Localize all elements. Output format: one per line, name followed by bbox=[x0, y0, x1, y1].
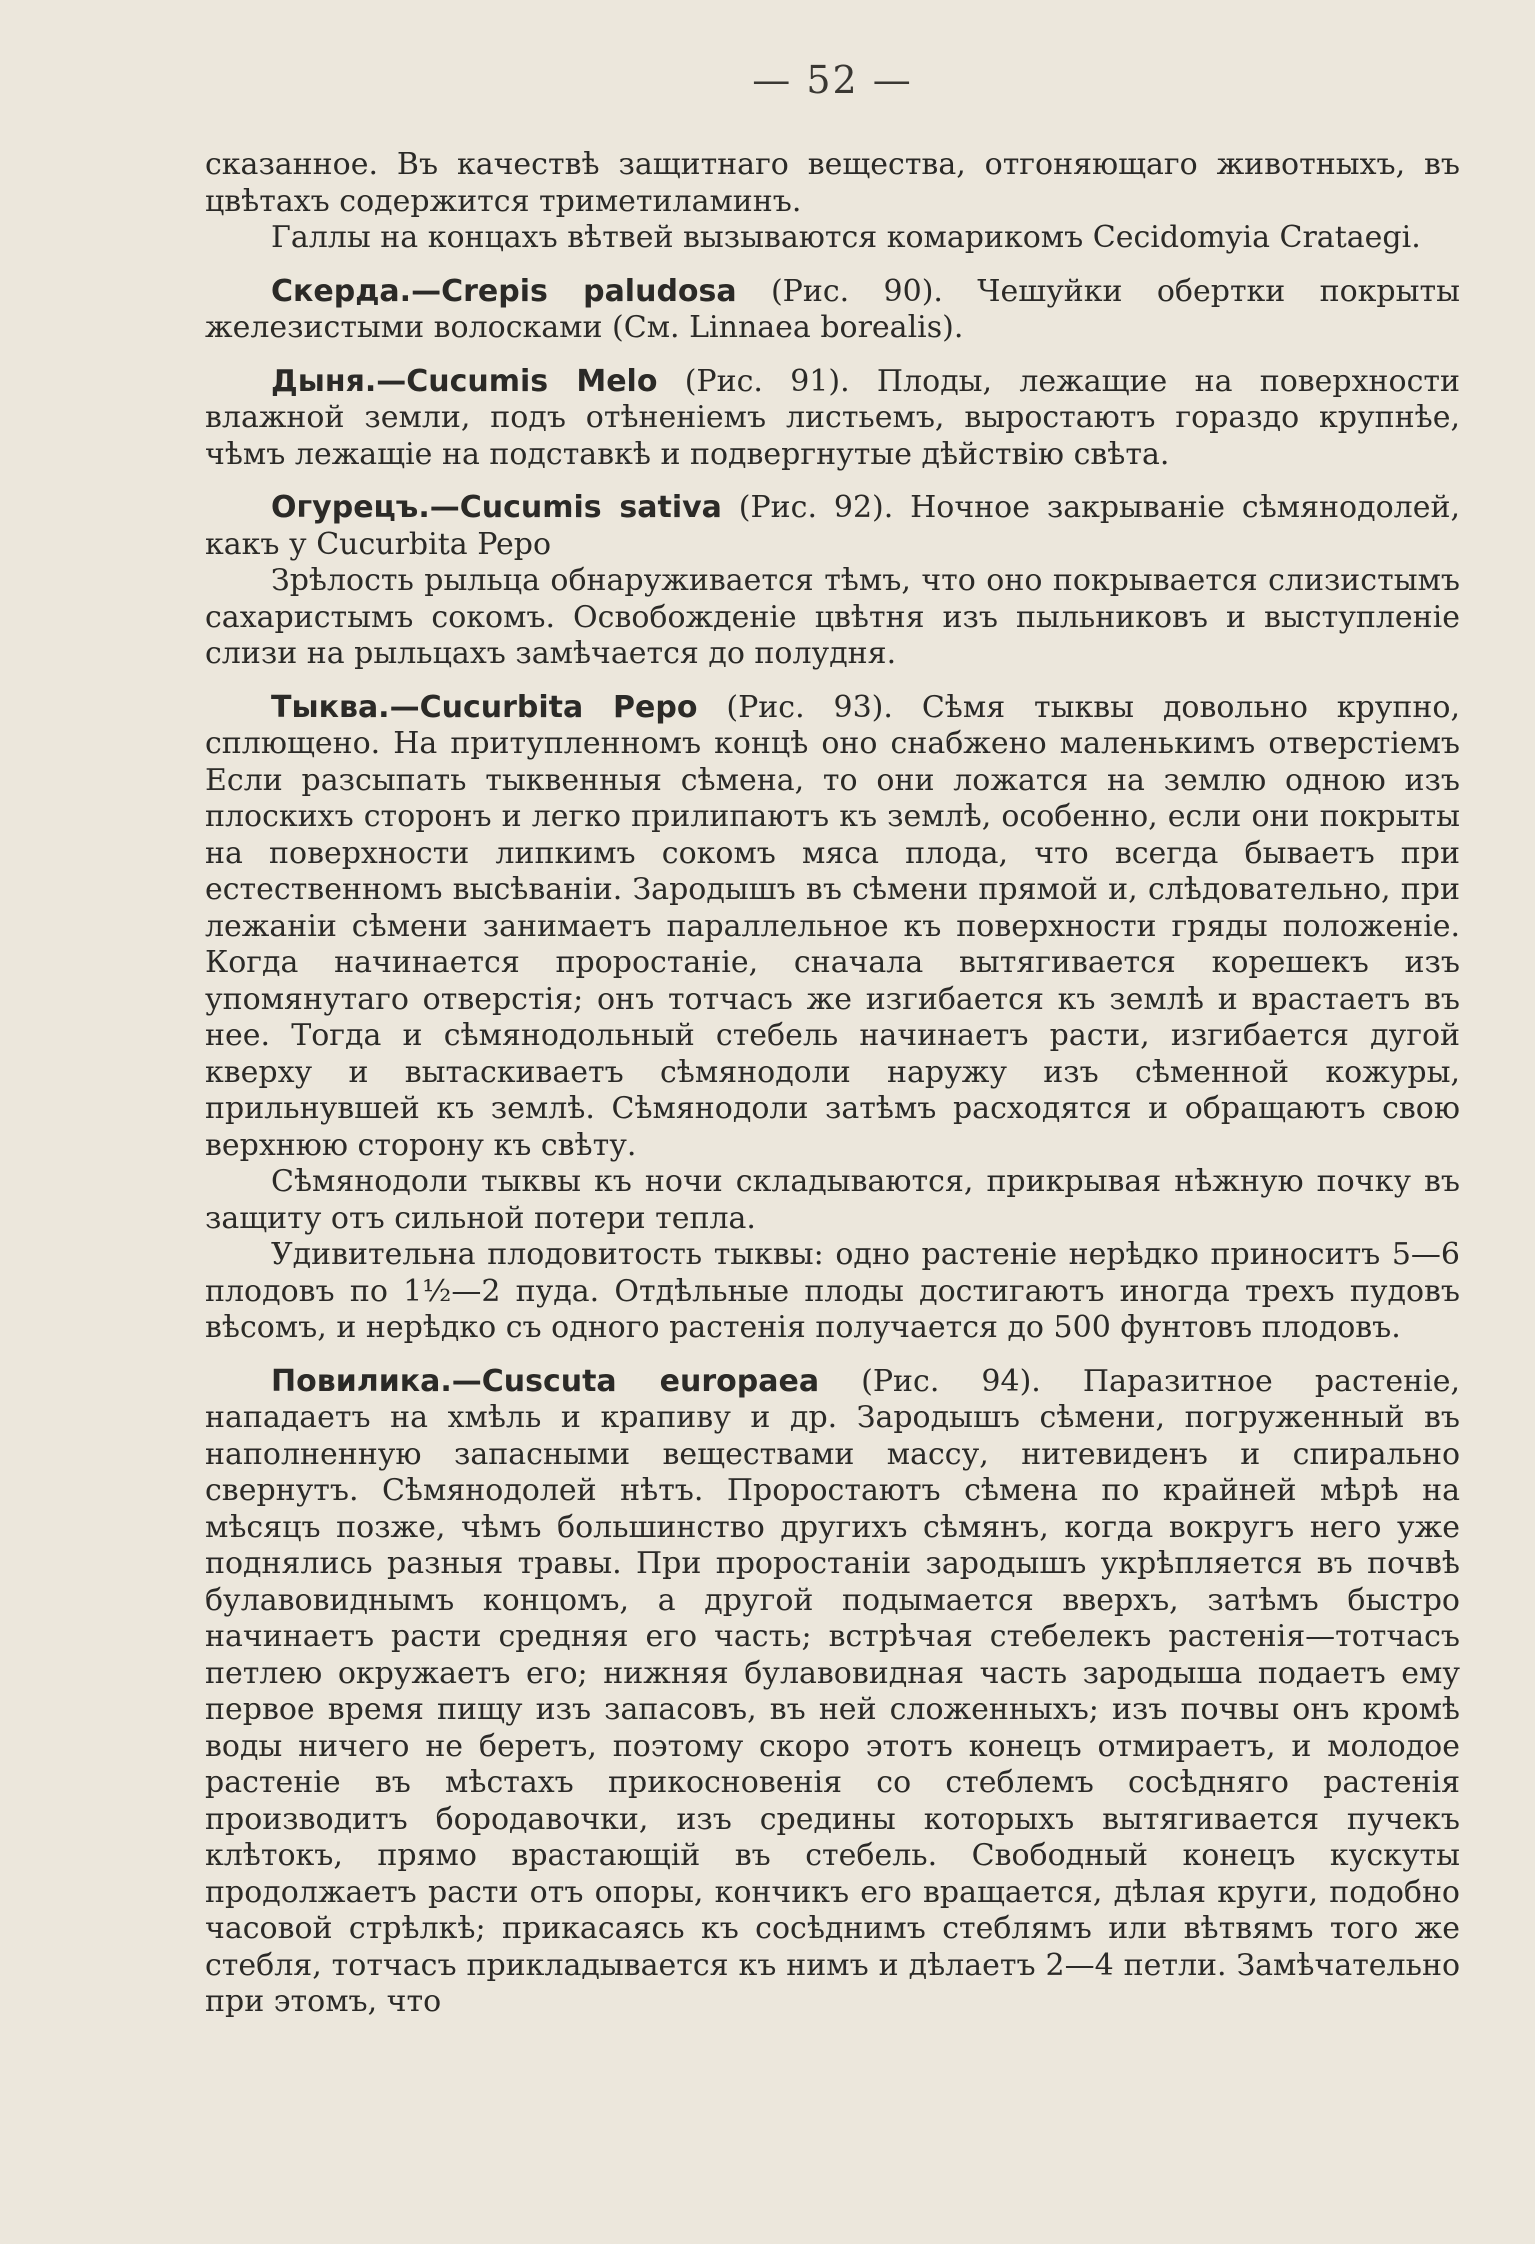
paragraph-text: Сѣмянодоли тыквы къ ночи складываются, прикрывая нѣжную почку въ защиту отъ сильной потери тепла. bbox=[205, 1164, 1460, 1236]
paragraph-p9 bbox=[205, 1237, 1460, 1347]
paragraph-text: (Рис. 93). Сѣмя тыквы довольно крупно, сплющено. На притупленномъ концѣ оно снабжено маленькимъ отверстіемъ Если разсыпать тыквенныя сѣмена, то они ложатся на землю одною изъ плоскихъ сторонъ и легко прилипаютъ къ землѣ, особенно, если они покрыты на поверхности липкимъ сокомъ мяса плода, что всегда бываетъ при естественномъ высѣваніи. Зародышъ въ сѣмени прямой и, слѣдовательно, при лежаніи сѣмени занимаетъ параллельное къ поверхности гряды положеніе. Когда начинается проростаніе, сначала вытягивается корешекъ изъ упомянутаго отверстія; онъ тотчасъ же изгибается къ землѣ и врастаетъ въ нее. Тогда и сѣмянодольный стебель начинаетъ расти, изгибается дугой кверху и вытаскиваетъ сѣмянодоли наружу изъ сѣменной кожуры, прильнувшей къ землѣ. Сѣмянодоли затѣмъ расходятся и обращаютъ свою верхнюю сторону къ свѣту. bbox=[205, 689, 1460, 1163]
paragraph-p6 bbox=[205, 563, 1460, 673]
page-body bbox=[205, 147, 1460, 2021]
paragraph-p7 bbox=[205, 690, 1460, 1165]
paragraph-text: (Рис. 94). Паразитное растеніе, нападаетъ на хмѣль и крапиву и др. Зародышъ сѣмени, погруженный въ наполненную запасными веществами массу, нитевиденъ и спирально свернутъ. Сѣмянодолей нѣтъ. Проростаютъ сѣмена по крайней мѣрѣ на мѣсяцъ позже, чѣмъ большинство другихъ сѣмянъ, когда вокругъ него уже поднялись разныя травы. При проростаніи зародышъ укрѣпляется въ почвѣ булавовиднымъ концомъ, а другой подымается вверхъ, затѣмъ быстро начинаетъ расти средняя его часть; встрѣчая стебелекъ растенія—тотчасъ петлею окружаетъ его; нижняя булавовидная часть зародыша подаетъ ему первое время пищу изъ запасовъ, въ ней сложенныхъ; изъ почвы онъ кромѣ воды ничего не беретъ, поэтому скоро этотъ конецъ отмираетъ, и молодое растеніе въ мѣстахъ прикосновенія со стеблемъ сосѣдняго растенія производитъ бородавочки, изъ средины которыхъ вытягивается пучекъ клѣтокъ, прямо врастающій въ стебель. Свободный конецъ кускуты продолжаетъ расти отъ опоры, кончикъ его вращается, дѣлая круги, подобно часовой стрѣлкѣ; прикасаясь къ сосѣднимъ стеблямъ или вѣтвямъ того же стебля, тотчасъ прикладывается къ нимъ и дѣлаетъ 2—4 петли. Замѣчательно при этомъ, что bbox=[205, 1363, 1460, 2019]
paragraph-p3 bbox=[205, 274, 1460, 347]
paragraph-text: (Рис. 90). Чешуйки обертки покрыты железистыми волосками (См. Linnaea borealis). bbox=[205, 273, 1460, 345]
paragraph-p1 bbox=[205, 147, 1460, 220]
page-number: — 52 — bbox=[752, 58, 913, 102]
paragraph-p4 bbox=[205, 364, 1460, 474]
paragraph-p5 bbox=[205, 490, 1460, 563]
paragraph-text: Удивительна плодовитость тыквы: одно растеніе нерѣдко приноситъ 5—6 плодовъ по 1½—2 пуда. Отдѣльные плоды достигаютъ иногда трехъ пудовъ вѣсомъ, и нерѣдко съ одного растенія получается до 500 фунтовъ плодовъ. bbox=[205, 1237, 1460, 1345]
paragraph-text: (Рис. 91). Плоды, лежащие на поверхности влажной земли, подъ отѣненіемъ листьемъ, выростаютъ гораздо крупнѣе, чѣмъ лежащіе на подставкѣ и подвергнутые дѣйствію свѣта. bbox=[205, 363, 1461, 472]
paragraph-heading: Скерда.—Crepis paludosa bbox=[271, 273, 737, 309]
paragraph-text: сказанное. Въ качествѣ защитнаго вещества, отгоняющаго животныхъ, въ цвѣтахъ содержится триметиламинъ. bbox=[205, 147, 1460, 219]
paragraph-heading: Тыква.—Cucurbita Pepo bbox=[271, 689, 698, 725]
paragraph-heading: Огурецъ.—Cucumis sativa bbox=[271, 490, 722, 525]
paragraph-p2 bbox=[205, 220, 1460, 257]
paragraph-p10 bbox=[205, 1364, 1460, 2021]
paragraph-heading: Повилика.—Cuscuta europaea bbox=[271, 1363, 820, 1399]
paragraph-text: (Рис. 92). Ночное закрываніе сѣмянодолей, какъ у Cucurbita Pepo bbox=[205, 490, 1460, 562]
paragraph-text: Галлы на концахъ вѣтвей вызываются комарикомъ Cecidomyia Crataegi. bbox=[271, 220, 1421, 255]
paragraph-heading: Дыня.—Cucumis Melo bbox=[271, 363, 658, 399]
paragraph-p8 bbox=[205, 1164, 1460, 1237]
paragraph-text: Зрѣлость рыльца обнаруживается тѣмъ, что оно покрывается слизистымъ сахаристымъ сокомъ. Освобожденіе цвѣтня изъ пыльниковъ и выступленіе слизи на рыльцахъ замѣчается до полудня. bbox=[205, 563, 1460, 671]
